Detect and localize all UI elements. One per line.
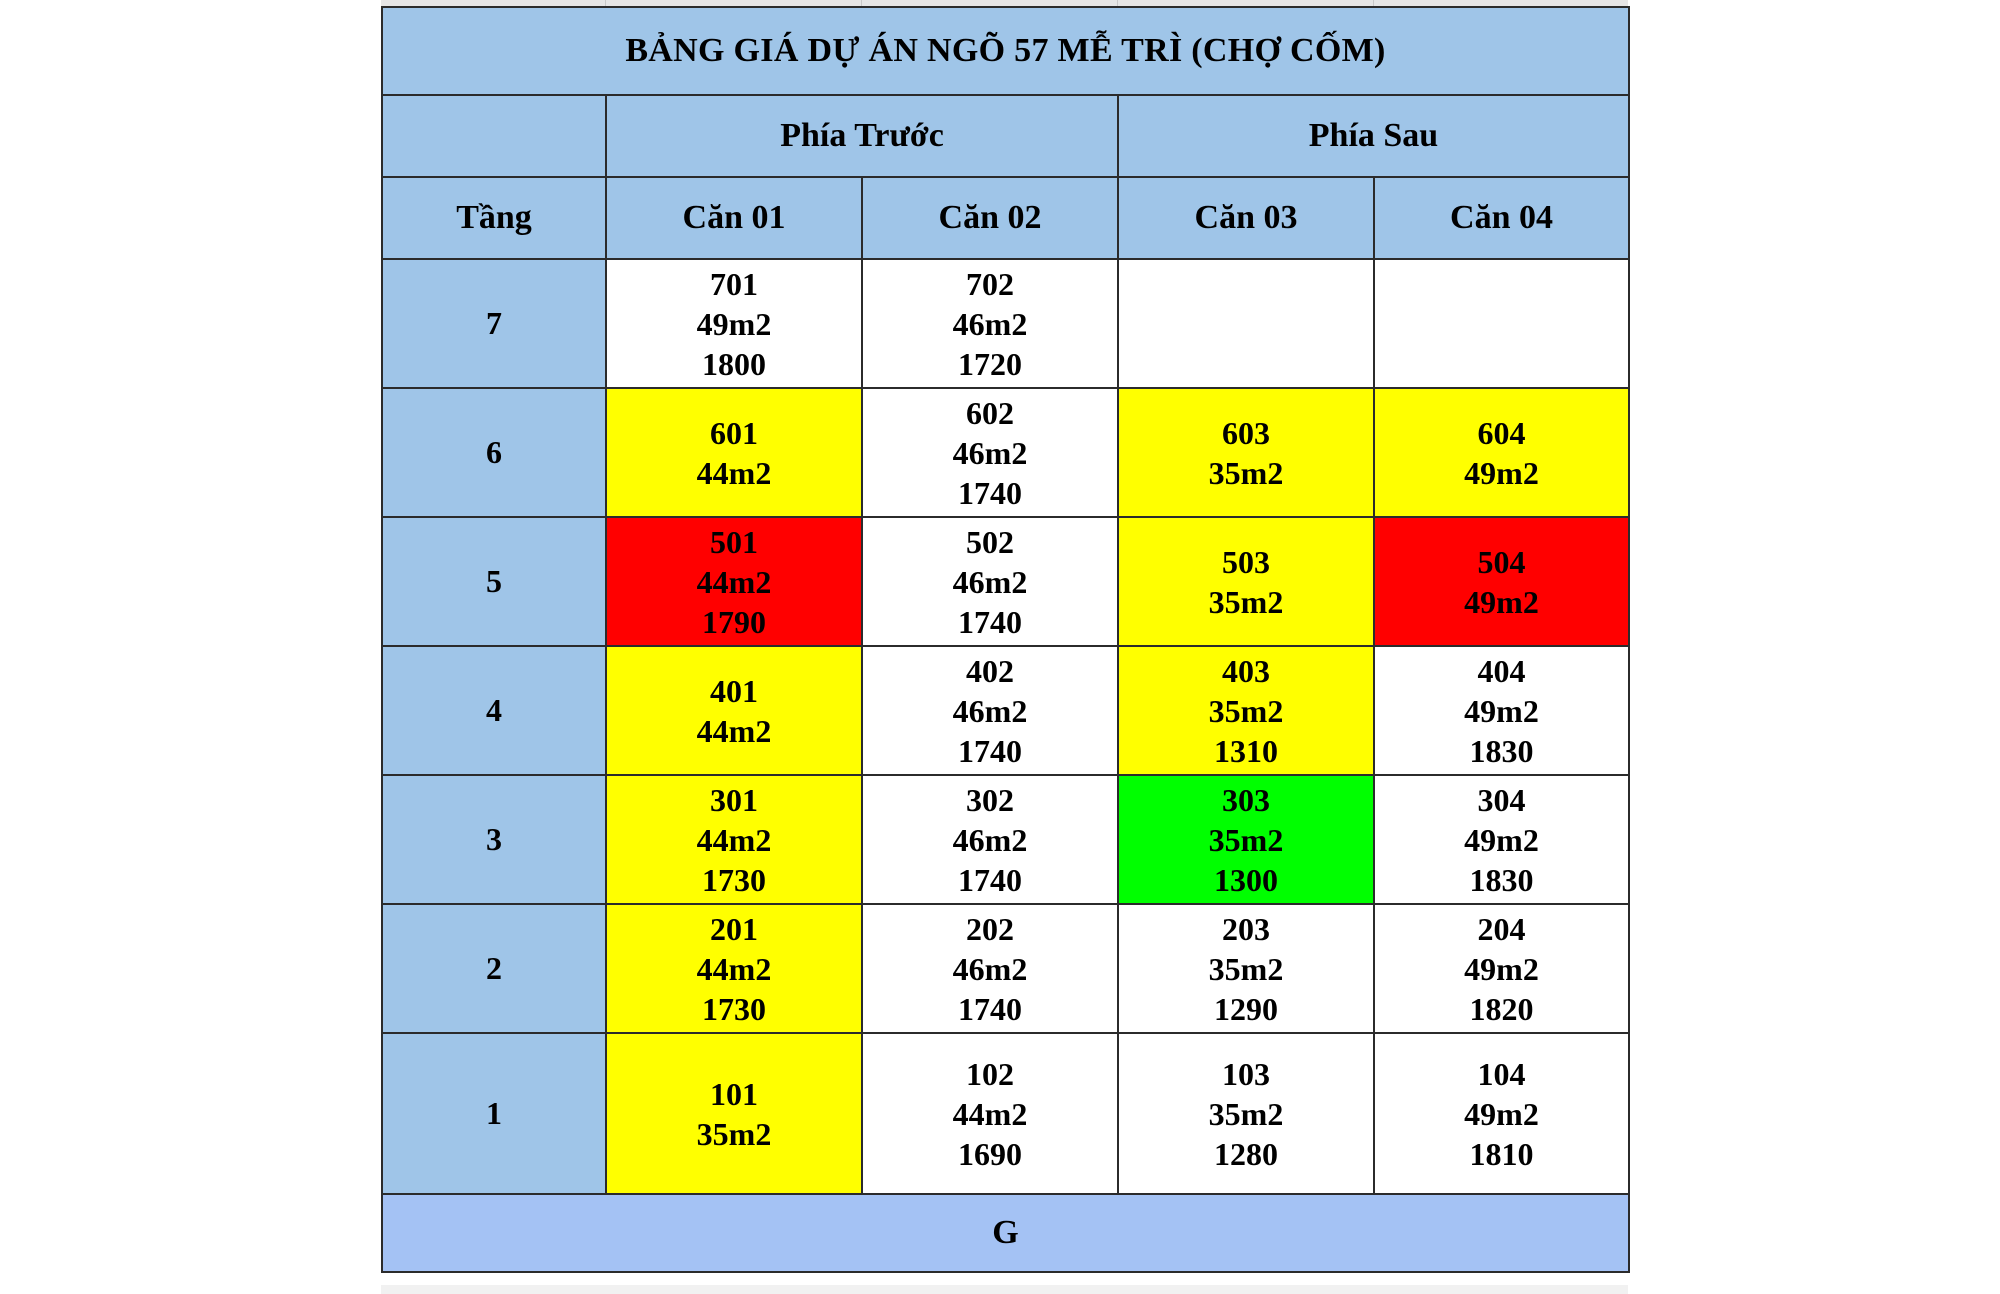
unit-cell <box>1374 646 1629 775</box>
unit-price: 1830 <box>1469 732 1534 769</box>
table-row <box>382 904 1629 1033</box>
spreadsheet-grid-bottom <box>381 1285 1628 1294</box>
unit-area: 46m2 <box>952 563 1028 600</box>
table-row <box>382 775 1629 904</box>
unit-cell <box>606 1033 862 1194</box>
floor-number: 4 <box>382 646 606 775</box>
table-row <box>382 646 1629 775</box>
unit-price: 1290 <box>1214 990 1278 1027</box>
unit-cell <box>1118 775 1374 904</box>
unit-area: 49m2 <box>1464 821 1539 858</box>
unit-area: 49m2 <box>1464 692 1539 729</box>
unit-code: 601 <box>710 414 758 451</box>
unit-area: 46m2 <box>952 950 1028 987</box>
unit-area: 44m2 <box>696 454 772 491</box>
unit-cell <box>862 517 1118 646</box>
floor-number: 5 <box>382 517 606 646</box>
unit-price: 1690 <box>958 1135 1022 1172</box>
unit-area: 35m2 <box>1208 1095 1284 1132</box>
unit-column-header-02: Căn 02 <box>862 177 1118 259</box>
unit-cell <box>606 646 862 775</box>
unit-code: 701 <box>710 265 758 302</box>
unit-cell <box>606 388 862 517</box>
unit-cell <box>862 1033 1118 1194</box>
unit-price: 1310 <box>1214 732 1278 769</box>
unit-price: 1800 <box>702 345 766 382</box>
unit-area: 49m2 <box>1464 1095 1539 1132</box>
unit-code: 301 <box>710 781 758 818</box>
unit-cell <box>1118 388 1374 517</box>
unit-cell <box>1118 259 1374 388</box>
unit-area: 49m2 <box>1464 950 1539 987</box>
floor-number: 6 <box>382 388 606 517</box>
unit-area: 35m2 <box>1208 583 1284 620</box>
unit-area: 49m2 <box>1464 583 1539 620</box>
unit-code: 504 <box>1477 543 1526 580</box>
unit-code: 203 <box>1222 910 1270 947</box>
unit-code: 403 <box>1222 652 1270 689</box>
unit-price: 1740 <box>958 990 1022 1027</box>
unit-cell <box>606 517 862 646</box>
unit-price: 1820 <box>1469 990 1534 1027</box>
unit-price: 1300 <box>1214 861 1278 898</box>
unit-price: 1810 <box>1469 1135 1534 1172</box>
unit-price: 1740 <box>958 732 1022 769</box>
unit-area: 35m2 <box>696 1115 772 1152</box>
unit-cell <box>862 904 1118 1033</box>
unit-code: 502 <box>966 523 1014 560</box>
unit-cell <box>1374 259 1629 388</box>
unit-cell <box>862 259 1118 388</box>
unit-cell <box>1374 1033 1629 1194</box>
table-row <box>382 517 1629 646</box>
unit-code: 303 <box>1222 781 1270 818</box>
unit-code: 101 <box>710 1075 758 1112</box>
unit-code: 501 <box>710 523 758 560</box>
unit-area: 49m2 <box>1464 454 1539 491</box>
unit-code: 404 <box>1477 652 1526 689</box>
unit-area: 44m2 <box>696 950 772 987</box>
floor-number: 2 <box>382 904 606 1033</box>
ground-floor-row: G <box>382 1194 1629 1272</box>
unit-cell <box>862 646 1118 775</box>
unit-area: 35m2 <box>1208 950 1284 987</box>
unit-code: 302 <box>966 781 1014 818</box>
unit-area: 49m2 <box>696 305 772 342</box>
unit-cell <box>606 259 862 388</box>
unit-code: 104 <box>1477 1055 1526 1092</box>
unit-area: 44m2 <box>696 563 772 600</box>
unit-price: 1730 <box>702 861 766 898</box>
unit-code: 102 <box>966 1055 1014 1092</box>
unit-cell <box>862 388 1118 517</box>
group-header-front: Phía Trước <box>606 95 1118 177</box>
unit-code: 604 <box>1477 414 1526 451</box>
unit-price: 1740 <box>958 861 1022 898</box>
floor-number: 7 <box>382 259 606 388</box>
unit-cell <box>1118 1033 1374 1194</box>
unit-cell <box>862 775 1118 904</box>
unit-code: 401 <box>710 672 758 709</box>
unit-cell <box>1374 775 1629 904</box>
unit-area: 35m2 <box>1208 454 1284 491</box>
unit-area: 46m2 <box>952 821 1028 858</box>
price-sheet <box>381 0 1628 1294</box>
unit-cell <box>1118 904 1374 1033</box>
table-row <box>382 259 1629 388</box>
unit-area: 35m2 <box>1208 692 1284 729</box>
unit-column-header-01: Căn 01 <box>606 177 862 259</box>
unit-column-header-03: Căn 03 <box>1118 177 1374 259</box>
unit-cell <box>606 775 862 904</box>
unit-code: 204 <box>1477 910 1526 947</box>
unit-cell <box>1374 904 1629 1033</box>
unit-price: 1720 <box>958 345 1022 382</box>
unit-area: 44m2 <box>696 712 772 749</box>
unit-area: 35m2 <box>1208 821 1284 858</box>
floor-number: 1 <box>382 1033 606 1194</box>
unit-cell <box>1118 646 1374 775</box>
unit-column-header-04: Căn 04 <box>1374 177 1629 259</box>
unit-price: 1830 <box>1469 861 1534 898</box>
unit-price: 1740 <box>958 603 1022 640</box>
unit-code: 103 <box>1222 1055 1270 1092</box>
floor-number: 3 <box>382 775 606 904</box>
unit-area: 46m2 <box>952 692 1028 729</box>
unit-code: 503 <box>1222 543 1270 580</box>
price-table <box>381 6 1630 1273</box>
unit-code: 202 <box>966 910 1014 947</box>
unit-price: 1730 <box>702 990 766 1027</box>
unit-area: 46m2 <box>952 305 1028 342</box>
unit-area: 44m2 <box>696 821 772 858</box>
unit-cell <box>1118 517 1374 646</box>
unit-code: 603 <box>1222 414 1270 451</box>
unit-price: 1790 <box>702 603 766 640</box>
group-header-empty <box>382 95 606 177</box>
unit-cell <box>1374 388 1629 517</box>
unit-price: 1280 <box>1214 1135 1278 1172</box>
unit-area: 44m2 <box>952 1095 1028 1132</box>
table-body <box>382 259 1629 1194</box>
unit-area: 46m2 <box>952 434 1028 471</box>
unit-code: 304 <box>1477 781 1526 818</box>
table-row <box>382 388 1629 517</box>
table-row <box>382 1033 1629 1194</box>
unit-code: 702 <box>966 265 1014 302</box>
floor-column-header: Tầng <box>382 177 606 259</box>
unit-cell <box>606 904 862 1033</box>
unit-code: 602 <box>966 394 1014 431</box>
unit-cell <box>1374 517 1629 646</box>
table-title: BẢNG GIÁ DỰ ÁN NGÕ 57 MỄ TRÌ (CHỢ CỐM) <box>382 7 1629 95</box>
unit-price: 1740 <box>958 474 1022 511</box>
group-header-back: Phía Sau <box>1118 95 1629 177</box>
unit-code: 201 <box>710 910 758 947</box>
unit-code: 402 <box>966 652 1014 689</box>
